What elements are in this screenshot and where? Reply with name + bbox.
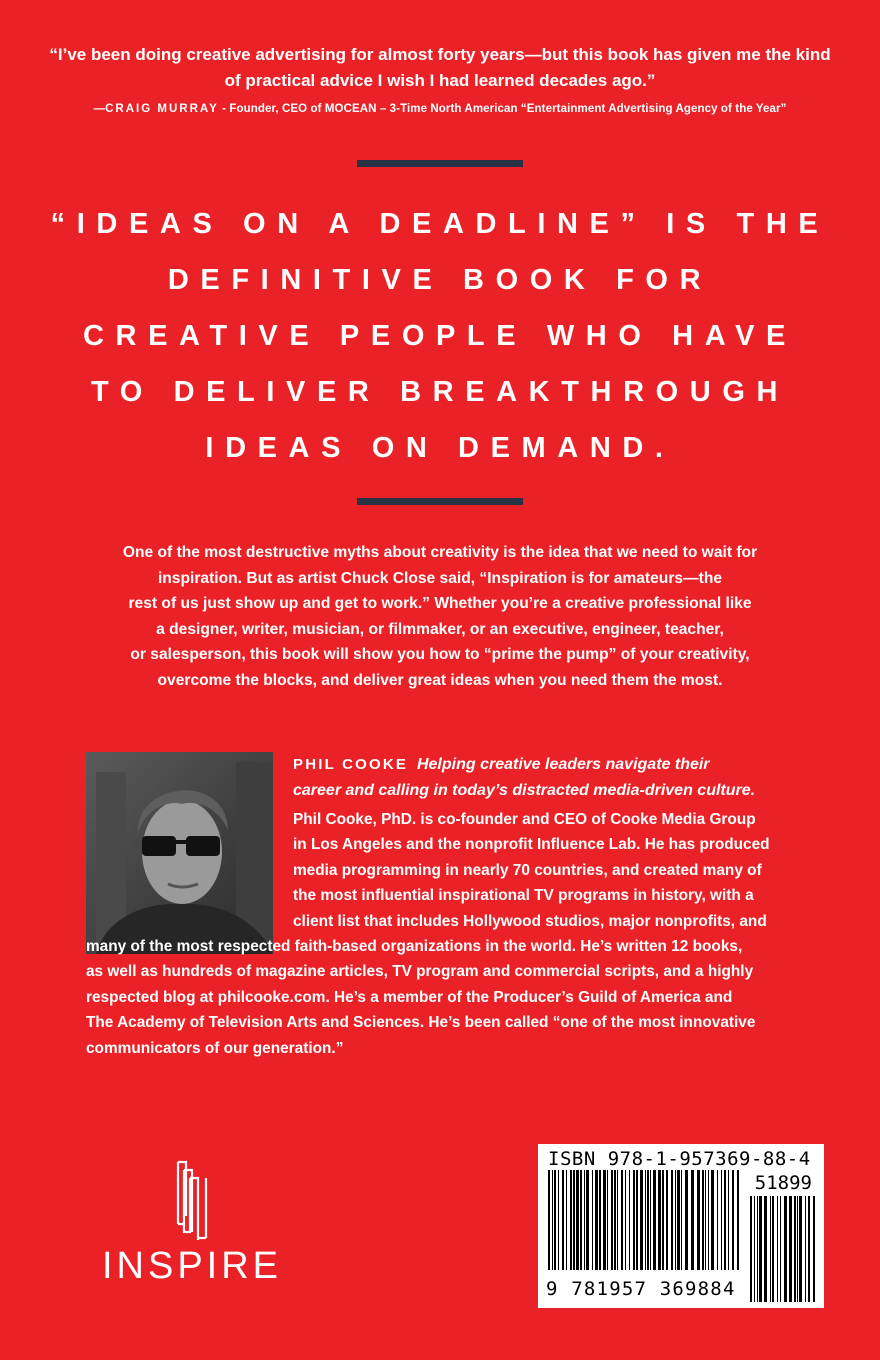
bio-line: media programming in nearly 70 countries, and created many of bbox=[293, 861, 762, 879]
barcode-bar bbox=[603, 1170, 606, 1270]
bio-line: as well as hundreds of magazine articles, TV program and commercial scripts, and a highly bbox=[86, 963, 754, 981]
bio-line: The Academy of Television Arts and Sciences. He’s been called “one of the most innovative bbox=[86, 1014, 756, 1032]
author-tagline-2: career and calling in today’s distracted media-driven culture. bbox=[293, 782, 756, 799]
barcode-bar bbox=[685, 1170, 688, 1270]
barcode-bar bbox=[633, 1170, 635, 1270]
quote-text: “I’ve been doing creative advertising for almost forty years—but this book has given me the kind of practical advice I wish I had learned decades ago.” bbox=[49, 45, 831, 90]
price-code: 51899 bbox=[754, 1172, 812, 1194]
divider-bottom bbox=[357, 498, 523, 505]
barcode-bar bbox=[711, 1170, 714, 1270]
isbn-barcode bbox=[538, 1144, 824, 1308]
barcode-bar bbox=[650, 1170, 651, 1270]
barcode-bar bbox=[614, 1170, 616, 1270]
description-line: inspiration. But as artist Chuck Close said, “Inspiration is for amateurs—the bbox=[157, 569, 723, 587]
barcode-bar bbox=[658, 1170, 661, 1270]
publisher-name: INSPIRE bbox=[101, 1245, 283, 1287]
barcode-bar bbox=[770, 1196, 771, 1302]
barcode-bar bbox=[759, 1196, 762, 1302]
barcode-bar bbox=[681, 1170, 682, 1270]
author-name: PHIL COOKE bbox=[293, 756, 409, 773]
barcode-bar bbox=[584, 1170, 585, 1270]
bio-line: communicators of our generation.” bbox=[86, 1039, 344, 1057]
bio-line: client list that includes Hollywood studios, major nonprofits, and bbox=[293, 912, 767, 930]
headline bbox=[40, 196, 840, 476]
barcode-bar bbox=[621, 1170, 623, 1270]
description-line: overcome the blocks, and deliver great ideas when you need them the most. bbox=[157, 671, 723, 689]
headline-line: DEFINITIVE BOOK FOR bbox=[167, 264, 713, 296]
barcode-bar bbox=[570, 1170, 572, 1270]
barcode-bar bbox=[645, 1170, 646, 1270]
book-description bbox=[40, 540, 840, 694]
barcode-bar bbox=[721, 1170, 722, 1270]
headline-line: IDEAS ON DEMAND. bbox=[205, 432, 675, 464]
barcode-bar bbox=[647, 1170, 649, 1270]
barcode-bar bbox=[697, 1170, 700, 1270]
author-tagline-1: Helping creative leaders navigate their bbox=[416, 756, 710, 773]
inspire-mark-icon bbox=[82, 1158, 302, 1244]
barcode-bar bbox=[772, 1196, 774, 1302]
barcode-bar bbox=[813, 1196, 815, 1302]
quote-credit: Founder, CEO of MOCEAN – 3-Time North American “Entertainment Advertising Agency of the Year” bbox=[229, 103, 787, 115]
barcode-bar bbox=[548, 1170, 550, 1270]
quote-attribution bbox=[40, 103, 840, 115]
barcode-bar bbox=[805, 1196, 806, 1302]
barcode-bar bbox=[808, 1196, 810, 1302]
barcode-bar bbox=[675, 1170, 676, 1270]
barcode-bar bbox=[737, 1170, 739, 1270]
barcode-bar bbox=[799, 1196, 802, 1302]
barcode-bar bbox=[728, 1170, 729, 1270]
description-line: a designer, writer, musician, or filmmaker, or an executive, engineer, teacher, bbox=[156, 620, 724, 638]
barcode-bar bbox=[754, 1196, 755, 1302]
headline-line: CREATIVE PEOPLE WHO HAVE bbox=[83, 320, 797, 352]
barcode-bar bbox=[780, 1196, 781, 1302]
quote-dash: — bbox=[93, 103, 106, 115]
barcode-bar bbox=[629, 1170, 630, 1270]
barcode-bar bbox=[592, 1170, 593, 1270]
barcode-bar bbox=[558, 1170, 559, 1270]
barcode-bar bbox=[653, 1170, 656, 1270]
barcode-bar bbox=[677, 1170, 680, 1270]
ean-number: 9 781957 369884 bbox=[546, 1278, 736, 1300]
bio-line: many of the most respected faith-based organizations in the world. He’s written 12 books, bbox=[86, 938, 743, 956]
headline-line: TO DELIVER BREAKTHROUGH bbox=[90, 376, 790, 408]
barcode-bar bbox=[566, 1170, 567, 1270]
barcode-bar bbox=[708, 1170, 709, 1270]
barcode-bar bbox=[636, 1170, 638, 1270]
description-line: rest of us just show up and get to work.” Whether you’re a creative professional like bbox=[128, 595, 752, 613]
barcode-bar bbox=[640, 1170, 643, 1270]
author-bio bbox=[86, 807, 846, 1061]
barcode-bar bbox=[607, 1170, 608, 1270]
price-barcode-bars bbox=[750, 1196, 816, 1302]
barcode-bar bbox=[702, 1170, 704, 1270]
barcode-bar bbox=[573, 1170, 575, 1270]
bio-line: in Los Angeles and the nonprofit Influence Lab. He has produced bbox=[293, 836, 770, 854]
bio-line: the most influential inspirational TV programs in history, with a bbox=[293, 887, 754, 905]
barcode-bar bbox=[576, 1170, 579, 1270]
barcode-bar bbox=[666, 1170, 668, 1270]
isbn-number: ISBN 978-1-957369-88-4 bbox=[548, 1148, 811, 1170]
barcode-bar bbox=[764, 1196, 767, 1302]
barcode-bar bbox=[717, 1170, 718, 1270]
bio-line: respected blog at philcooke.com. He’s a member of the Producer’s Guild of America and bbox=[86, 988, 733, 1006]
barcode-bar bbox=[794, 1196, 796, 1302]
barcode-bar bbox=[750, 1196, 752, 1302]
barcode-bar bbox=[789, 1196, 792, 1302]
ean-barcode-bars bbox=[548, 1170, 740, 1270]
barcode-bar bbox=[784, 1196, 787, 1302]
endorsement-quote bbox=[40, 42, 840, 115]
barcode-bar bbox=[611, 1170, 613, 1270]
barcode-bar bbox=[705, 1170, 706, 1270]
barcode-bar bbox=[691, 1170, 694, 1270]
barcode-bar bbox=[554, 1170, 556, 1270]
barcode-bar bbox=[662, 1170, 664, 1270]
description-line: or salesperson, this book will show you how to “prime the pump” of your creativity, bbox=[130, 646, 750, 664]
barcode-bar bbox=[724, 1170, 726, 1270]
barcode-bar bbox=[552, 1170, 553, 1270]
barcode-bar bbox=[671, 1170, 673, 1270]
barcode-bar bbox=[562, 1170, 564, 1270]
bio-line: Phil Cooke, PhD. is co-founder and CEO of Cooke Media Group bbox=[293, 811, 756, 828]
quote-separator: - bbox=[218, 103, 230, 115]
barcode-bar bbox=[599, 1170, 601, 1270]
headline-line: “IDEAS ON A DEADLINE” IS THE bbox=[50, 208, 830, 240]
barcode-bar bbox=[777, 1196, 778, 1302]
quote-author: CRAIG MURRAY bbox=[105, 103, 219, 115]
barcode-bar bbox=[595, 1170, 598, 1270]
barcode-bar bbox=[617, 1170, 618, 1270]
barcode-bar bbox=[797, 1196, 798, 1302]
barcode-bar bbox=[757, 1196, 758, 1302]
barcode-bar bbox=[732, 1170, 734, 1270]
barcode-bar bbox=[625, 1170, 626, 1270]
description-line: One of the most destructive myths about creativity is the idea that we need to wait for bbox=[122, 544, 758, 561]
bio-heading bbox=[293, 752, 833, 778]
barcode-bar bbox=[580, 1170, 582, 1270]
publisher-logo bbox=[82, 1158, 302, 1288]
divider-top bbox=[357, 160, 523, 167]
barcode-bar bbox=[586, 1170, 589, 1270]
author-bio-header bbox=[293, 752, 833, 804]
